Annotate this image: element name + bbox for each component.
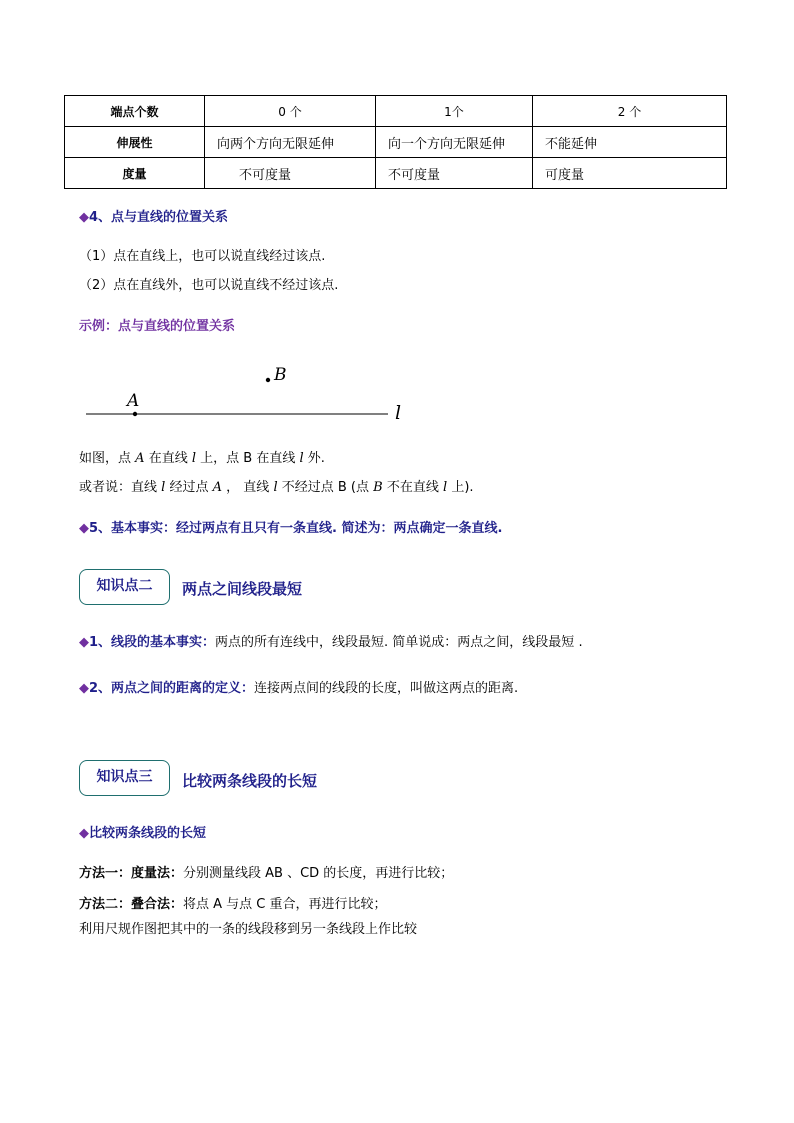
diamond-icon: ◆: [79, 681, 89, 696]
knowledge-box-2: 知识点二: [79, 569, 170, 605]
var-l: l: [299, 451, 304, 466]
section4-title: 4、点与直线的位置关系: [89, 210, 229, 225]
text: 经过点: [169, 480, 209, 495]
table-cell: 不可度量: [376, 158, 533, 189]
var-a: A: [212, 480, 223, 495]
explain-line-1: [79, 447, 325, 466]
table-row: [65, 158, 727, 189]
example-title: 示例：点与直线的位置关系: [79, 319, 236, 334]
table-row-label: 伸展性: [65, 127, 205, 158]
table-row: [65, 127, 727, 158]
method-text: 分别测量线段 AB 、CD 的长度，再进行比较；: [183, 866, 454, 881]
knowledge2-title: 两点之间线段最短: [182, 580, 303, 598]
method-2: [79, 893, 387, 912]
knowledge2-point-2: [79, 677, 518, 696]
var-a: A: [135, 451, 145, 466]
properties-table: [64, 95, 727, 189]
point-a-dot: [133, 412, 137, 416]
text: ， 直线: [226, 480, 270, 495]
table-header-row: [65, 96, 727, 127]
table-header-cell: 2 个: [533, 96, 727, 127]
point-heading: 2、两点之间的距离的定义：: [89, 681, 255, 696]
text: 不经过点 B (点: [281, 480, 370, 495]
diamond-icon: ◆: [79, 826, 89, 841]
point-heading: 1、线段的基本事实：: [89, 635, 216, 650]
table-cell: 向一个方向无限延伸: [376, 127, 533, 158]
knowledge3-title: 比较两条线段的长短: [182, 772, 318, 790]
section5-text: 5、基本事实：经过两点有且只有一条直线. 简述为：两点确定一条直线.: [89, 521, 503, 536]
section5-heading: [79, 517, 502, 536]
point-a-label: A: [127, 391, 140, 411]
var-l: l: [273, 480, 278, 495]
method-heading: 方法二：叠合法：: [79, 897, 184, 912]
method-2-detail: 利用尺规作图把其中的一条的线段移到另一条线段上作比较: [79, 922, 418, 937]
diamond-icon: ◆: [79, 635, 89, 650]
table-cell: 不可度量: [205, 158, 376, 189]
table-row-label: 度量: [65, 158, 205, 189]
text: 上，点 B 在直线: [200, 451, 296, 466]
knowledge-box-3: 知识点三: [79, 760, 170, 796]
table-cell: 向两个方向无限延伸: [205, 127, 376, 158]
var-b: B: [373, 480, 383, 495]
point-b-label: B: [274, 365, 287, 385]
explain-line-2: [79, 476, 474, 495]
var-l: l: [161, 480, 166, 495]
table-cell: 不能延伸: [533, 127, 727, 158]
knowledge3-subheading: [79, 822, 206, 841]
knowledge2-point-1: [79, 631, 583, 650]
diamond-icon: ◆: [79, 210, 89, 225]
table-header-cell: 端点个数: [65, 96, 205, 127]
method-1: [79, 862, 453, 881]
line-l-label: l: [395, 402, 402, 424]
text: 如图，点: [79, 451, 132, 466]
diamond-icon: ◆: [79, 521, 89, 536]
text: 不在直线: [386, 480, 439, 495]
text: 或者说：直线: [79, 480, 158, 495]
text: 上).: [451, 480, 474, 495]
section4-heading: [79, 206, 228, 225]
point-b-dot: [266, 378, 270, 382]
var-l: l: [443, 480, 448, 495]
text: 在直线: [148, 451, 188, 466]
method-text: 将点 A 与点 C 重合，再进行比较；: [183, 897, 387, 912]
table-header-cell: 0 个: [205, 96, 376, 127]
point-text: 连接两点间的线段的长度，叫做这两点的距离.: [254, 681, 519, 696]
table-cell: 可度量: [533, 158, 727, 189]
method-heading: 方法一：度量法：: [79, 866, 184, 881]
section4-item-2: （2）点在直线外，也可以说直线不经过该点.: [79, 278, 339, 293]
section4-item-1: （1）点在直线上，也可以说直线经过该点.: [79, 249, 326, 264]
subheading-text: 比较两条线段的长短: [89, 826, 207, 841]
text: 外.: [307, 451, 325, 466]
var-l: l: [191, 451, 197, 466]
point-text: 两点的所有连线中，线段最短. 简单说成：两点之间，线段最短 .: [215, 635, 583, 650]
point-line-figure: [80, 358, 420, 428]
table-header-cell: 1个: [376, 96, 533, 127]
